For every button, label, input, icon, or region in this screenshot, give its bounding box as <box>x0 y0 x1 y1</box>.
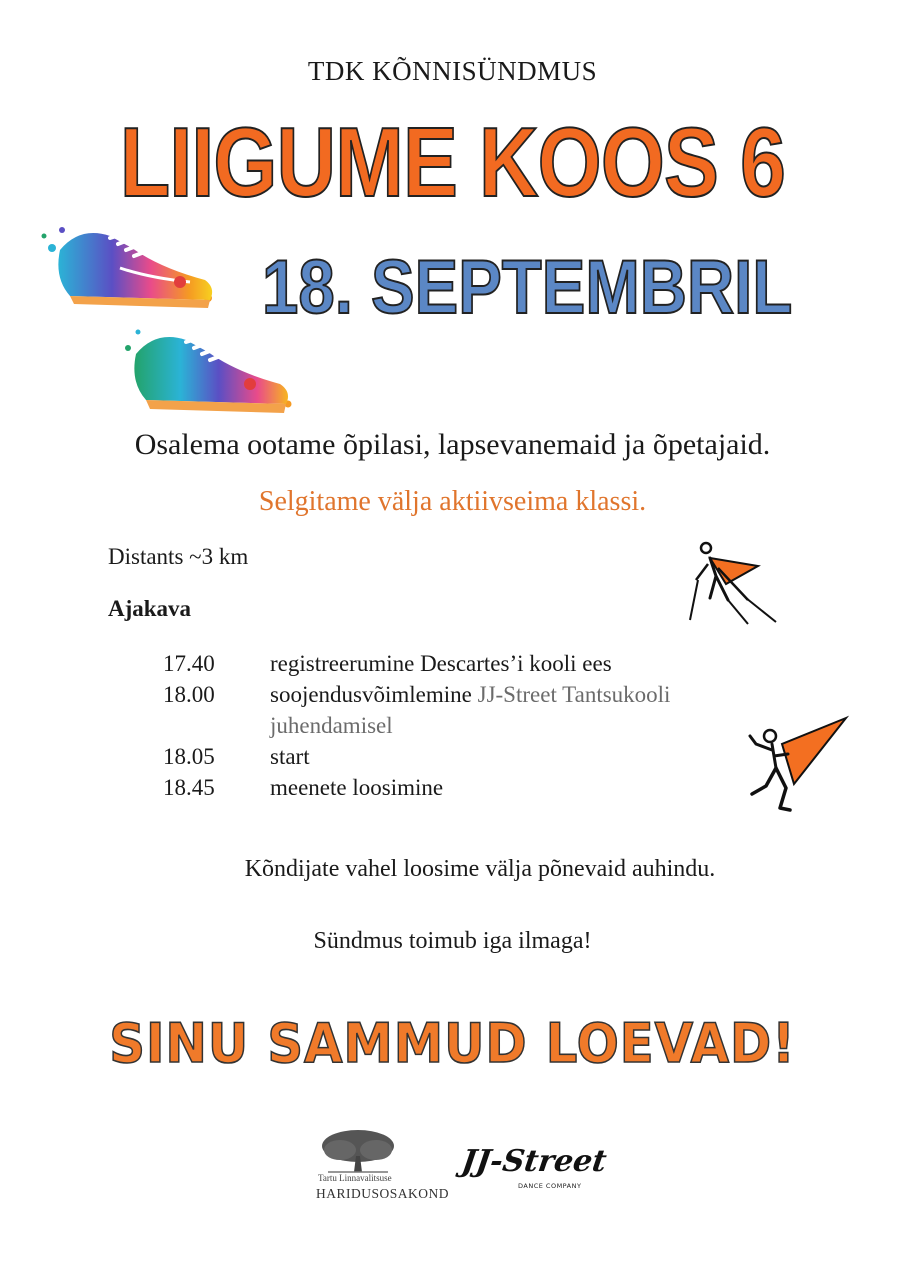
logo-haridus-big-text: HARIDUSOSAKOND <box>316 1186 450 1201</box>
slogan: SINU SAMMUD LOEVAD! <box>109 1012 796 1075</box>
prize-text: Kõndijate vahel loosime välja põnevaid auhindu. <box>244 856 716 882</box>
weather-text: Sündmus toimub iga ilmaga! <box>313 928 592 954</box>
sneaker-illustration <box>40 208 220 318</box>
tree-icon <box>318 1128 398 1174</box>
schedule-item-highlight: JJ-Street Tantsukooli <box>477 682 671 707</box>
running-figure-icon <box>742 714 852 818</box>
schedule-heading: Ajakava <box>108 596 192 621</box>
distance-text: Distants ~3 km <box>108 544 249 569</box>
schedule-time: 18.00 <box>163 682 215 707</box>
event-type: TDK KÕNNISÜNDMUS <box>307 56 598 86</box>
sneaker-illustration <box>118 318 298 424</box>
schedule-time: 18.45 <box>163 775 215 800</box>
logo-haridus-small-text: Tartu Linnavalitsuse <box>318 1173 392 1183</box>
tagline: Selgitame välja aktiivseima klassi. <box>258 486 647 517</box>
logo-jj-sub: DANCE COMPANY <box>518 1182 582 1190</box>
jj-street-logo <box>459 1138 609 1208</box>
schedule-item-text: start <box>270 744 310 769</box>
haridusosakond-logo <box>300 1128 460 1213</box>
schedule-time: 18.05 <box>163 744 215 769</box>
intro-text: Osalema ootame õpilasi, lapsevanemaid ja õpetajaid. <box>134 428 771 461</box>
schedule-time: 17.40 <box>163 651 215 676</box>
schedule-item-text-main: soojendusvõimlemine <box>270 682 478 707</box>
event-date: 18. SEPTEMBRIL <box>262 245 793 330</box>
nordic-walker-icon <box>688 540 782 628</box>
event-title: LIIGUME KOOS 6 <box>119 107 786 217</box>
schedule-item-text: registreerumine Descartes’i kooli ees <box>270 651 612 676</box>
logo-jj-text: JJ-Street <box>459 1144 609 1179</box>
schedule-item-text: meenete loosimine <box>270 775 444 800</box>
schedule-item-text <box>270 679 670 710</box>
schedule-item-highlight-cont: juhendamisel <box>270 713 393 738</box>
